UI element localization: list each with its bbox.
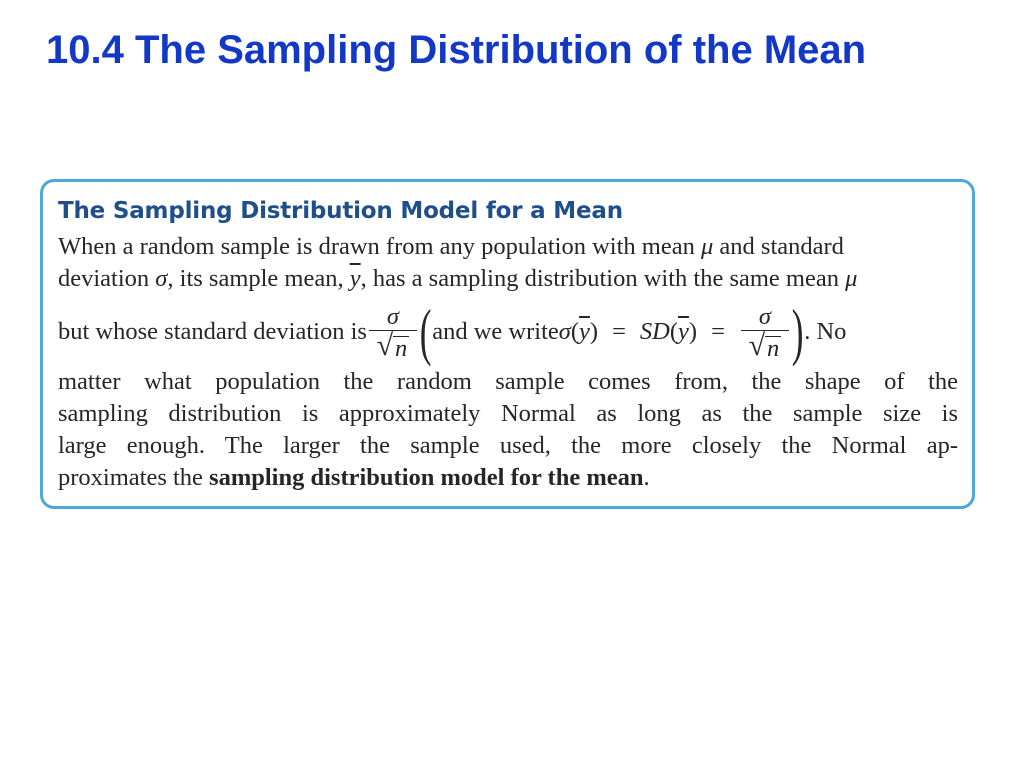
definition-line-7: proximates the sampling distribution model for the mean.	[58, 464, 650, 491]
definition-line-2: deviation σ, its sample mean, $\overline{y}$, has a sampling distribution with the same mean μ	[58, 265, 858, 292]
definition-line-3: but whose standard deviation is σ √ n ( and we write σ ( $\overline{y}$ ) = SD ( $\overline{y}$ ) = σ √ n ) . No	[58, 296, 847, 367]
definition-line-1: When a random sample is drawn from any population with mean μ and standard	[58, 233, 844, 260]
definition-line-4: matter what population the random sample comes from, the shape of the	[58, 368, 958, 395]
sigma-over-root-n-fraction-2: σ √ n	[741, 304, 789, 361]
definition-line-6: large enough. The larger the sample used, the more closely the Normal ap-	[58, 432, 958, 459]
box-title: The Sampling Distribution Model for a Mean	[58, 198, 623, 224]
slide-title: 10.4 The Sampling Distribution of the Mean	[46, 28, 867, 72]
definition-line-5: sampling distribution is approximately Normal as long as the sample size is	[58, 400, 958, 427]
sigma-over-root-n-fraction: σ √ n	[369, 304, 417, 361]
key-term: sampling distribution model for the mean	[209, 464, 644, 491]
definition-box	[40, 179, 975, 509]
